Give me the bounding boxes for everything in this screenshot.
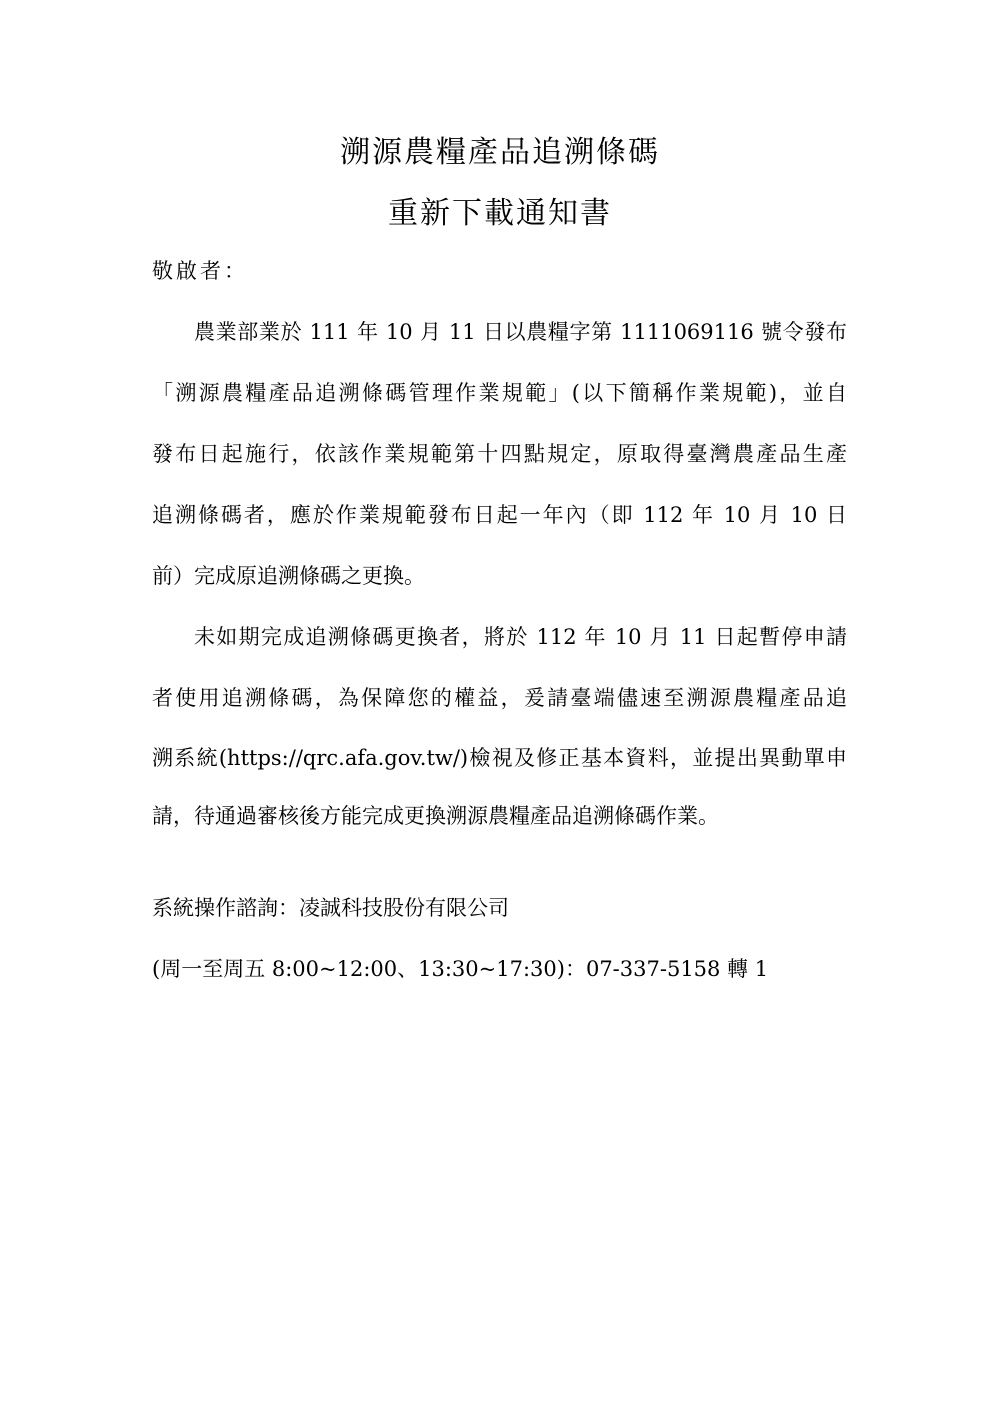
paragraph-line: 農業部業於 111 年 10 月 11 日以農糧字第 1111069116 號令發布 — [194, 320, 847, 344]
document-title: 溯源農糧產品追溯條碼 — [340, 135, 660, 170]
contact-hours-phone: (周一至周五 8:00~12:00、13:30~17:30)：07-337-5158 轉 1 — [152, 957, 769, 981]
paragraph-line: 追溯條碼者，應於作業規範發布日起一年內（即 112 年 10 月 10 日 — [152, 503, 847, 527]
paragraph-line: 前）完成原追溯條碼之更換。 — [152, 564, 425, 588]
paragraph-line: 者使用追溯條碼，為保障您的權益，爰請臺端儘速至溯源農糧產品追 — [152, 686, 847, 710]
paragraph-line: 「溯源農糧產品追溯條碼管理作業規範」(以下簡稱作業規範)，並自 — [152, 381, 847, 405]
document-subtitle: 重新下載通知書 — [388, 196, 612, 231]
salutation: 敬啟者： — [152, 259, 248, 283]
paragraph-line: 發布日起施行，依該作業規範第十四點規定，原取得臺灣農產品生產 — [152, 442, 847, 466]
paragraph-line: 溯系統(https://qrc.afa.gov.tw/)檢視及修正基本資料，並提出異動單申 — [152, 746, 847, 770]
paragraph-line: 未如期完成追溯條碼更換者，將於 112 年 10 月 11 日起暫停申請 — [194, 625, 847, 649]
contact-company: 系統操作諮詢：凌誠科技股份有限公司 — [152, 896, 509, 920]
paragraph-line: 請，待通過審核後方能完成更換溯源農糧產品追溯條碼作業。 — [152, 804, 719, 828]
